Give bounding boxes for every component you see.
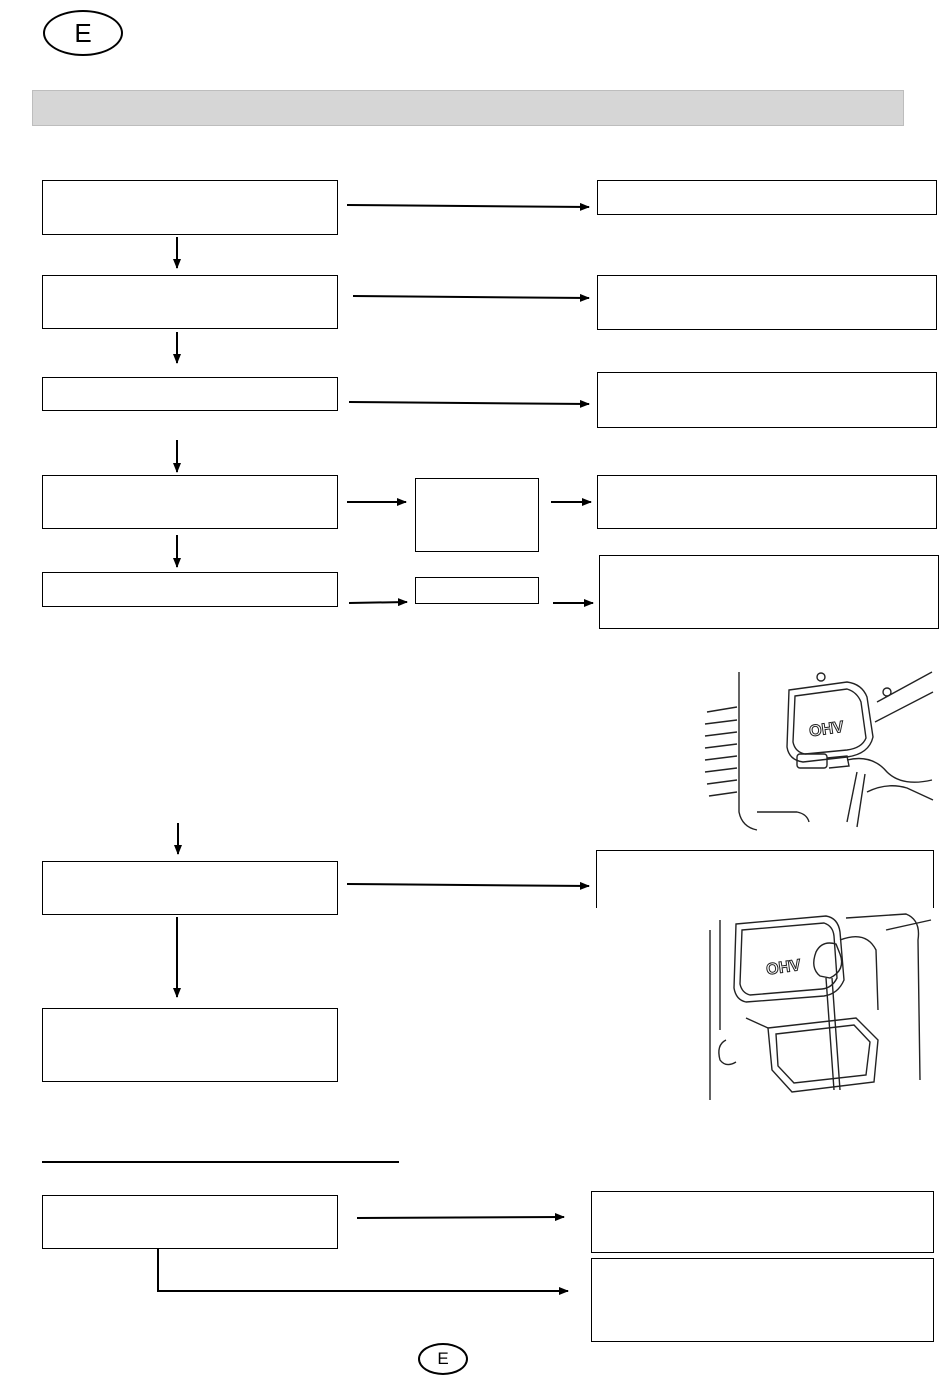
language-badge-top-label: E xyxy=(74,17,92,48)
step-box-6 xyxy=(42,861,338,915)
step-box-8 xyxy=(42,1195,338,1249)
language-badge-bottom-label: E xyxy=(437,1349,449,1368)
result-box-5 xyxy=(599,555,939,629)
svg-text:OHV: OHV xyxy=(765,957,802,979)
right-arrow-6 xyxy=(347,884,589,886)
step-box-1 xyxy=(42,180,338,235)
right-arrow-5a xyxy=(349,602,407,603)
right-arrow-1 xyxy=(347,205,589,207)
step-box-7 xyxy=(42,1008,338,1082)
result-box-3 xyxy=(597,372,937,428)
right-arrow-3 xyxy=(349,402,589,404)
language-badge-bottom xyxy=(418,1343,468,1375)
result-box-4 xyxy=(597,475,937,529)
carburetor-drain-icon xyxy=(706,910,936,1105)
right-arrow-7 xyxy=(357,1217,564,1218)
language-badge-top xyxy=(43,10,123,56)
spark-plug-inspection-icon xyxy=(697,662,937,834)
svg-text:OHV: OHV xyxy=(808,718,845,741)
step-box-4 xyxy=(42,475,338,529)
middle-box-2 xyxy=(415,577,539,604)
right-arrow-2 xyxy=(353,296,589,298)
section-header-bar xyxy=(32,90,904,126)
elbow-arrow-8 xyxy=(158,1249,568,1291)
step-box-5 xyxy=(42,572,338,607)
result-box-2 xyxy=(597,275,937,330)
result-box-8 xyxy=(591,1258,934,1342)
middle-box-1 xyxy=(415,478,539,552)
result-box-7 xyxy=(591,1191,934,1253)
result-box-6 xyxy=(596,850,934,908)
step-box-2 xyxy=(42,275,338,329)
result-box-1 xyxy=(597,180,937,215)
step-box-3 xyxy=(42,377,338,411)
